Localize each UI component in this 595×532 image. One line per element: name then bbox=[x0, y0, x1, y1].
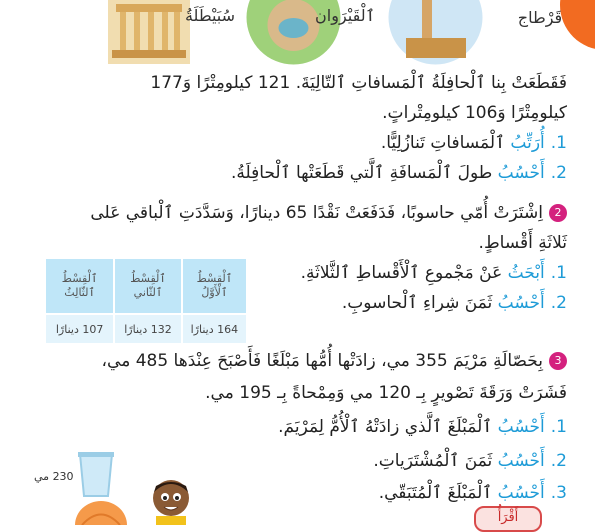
table-cell: 107 دينارًا bbox=[45, 314, 114, 344]
question-verb: أَحْسُبُ bbox=[497, 483, 545, 503]
table-header-row bbox=[45, 258, 247, 314]
problem1-line1: فَقَطَعَتْ بِنا ٱلْحافِلَةُ ٱلْمَسافاتِ ٱلتّالِيَةَ. 121 كيلومِتْرًا وَ177 bbox=[150, 73, 567, 93]
city-label-sbeitla: سُبَيْطَلَةُ bbox=[184, 6, 236, 25]
problem3-badge: 3 bbox=[549, 352, 567, 370]
table-cell: 164 دينارًا bbox=[182, 314, 247, 344]
question-number: 1. bbox=[550, 417, 567, 437]
question-verb: أَحْسُبُ bbox=[497, 451, 545, 471]
price-label: 230 مي bbox=[34, 470, 74, 483]
city-label-kairouan: ٱلْقَيْرَوان bbox=[315, 6, 375, 25]
question-number: 3. bbox=[550, 483, 567, 503]
problem2-badge: 2 bbox=[549, 204, 567, 222]
question-number: 2. bbox=[550, 293, 567, 313]
table-header: ٱلْقِسْطُ ٱلثّاني bbox=[114, 258, 182, 314]
problem1-line2: كيلومِتْرًا وَ106 كيلومِتْراتٍ. bbox=[382, 103, 567, 123]
question-number: 1. bbox=[550, 133, 567, 153]
problem2-text: اِشْتَرَتْ أُمّي حاسوبًا، فَدَفَعَتْ نَقْدًا 65 دينارًا، وَسَدَّدَتِ ٱلْباقي عَلى bbox=[90, 203, 543, 223]
cup-illustration bbox=[76, 450, 116, 498]
question-text: ثَمَنَ شِراءِ ٱلْحاسوبِ. bbox=[341, 293, 498, 313]
problem2-question-2 bbox=[342, 288, 567, 318]
question-text: ثَمَنَ ٱلْمُشْتَرَياتِ. bbox=[373, 451, 498, 471]
problem3-question-3 bbox=[379, 478, 567, 508]
question-verb: أُرَتِّبُ bbox=[510, 133, 545, 153]
problem1-question-2 bbox=[231, 158, 567, 188]
problem3-question-1 bbox=[278, 412, 567, 442]
question-text: ٱلْمَسافاتِ تَنازُلِيًّا. bbox=[380, 133, 511, 153]
question-verb: أَحْسُبُ bbox=[497, 417, 545, 437]
problem2-line1 bbox=[90, 198, 567, 228]
table-header: ٱلْقِسْطُ ٱلْأَوَّلُ bbox=[182, 258, 247, 314]
question-number: 2. bbox=[550, 451, 567, 471]
boy-illustration bbox=[146, 476, 196, 525]
ruins-column-image bbox=[388, 0, 483, 65]
question-text: ٱلْمَبْلَغَ ٱلَّذي زادَتْهُ ٱلْأُمُّ لِمَرْيَمَ. bbox=[278, 417, 498, 437]
problem2-line2: ثَلاثَةِ أَقْساطٍ. bbox=[478, 233, 567, 253]
problem2-question-1 bbox=[301, 258, 567, 288]
city-label-carthage: قَرْطاج bbox=[517, 8, 563, 27]
problem3-line1 bbox=[102, 346, 567, 376]
question-number: 1. bbox=[550, 263, 567, 283]
problem3-text: بِحَصّالَةِ مَرْيَمَ 355 مي، زادَتْها أُمُّها مَبْلَغًا فَأَصْبَحَ عِنْدَها 485 مي، bbox=[101, 351, 543, 371]
table-row bbox=[45, 314, 247, 344]
question-verb: أَبْحَثُ bbox=[507, 263, 545, 283]
table-cell: 132 دينارًا bbox=[114, 314, 182, 344]
table-header: ٱلْقِسْطُ ٱلثّالِثُ bbox=[45, 258, 114, 314]
question-text: طولَ ٱلْمَسافَةِ ٱلَّتي قَطَعَتْها ٱلْحافِلَةُ. bbox=[231, 163, 498, 183]
question-text: ٱلْمَبْلَغَ ٱلْمُتَبَقّي. bbox=[378, 483, 498, 503]
question-verb: أَحْسُبُ bbox=[497, 163, 545, 183]
problem1-question-1 bbox=[381, 128, 567, 158]
problem3-line2: فَشَرَتْ وَرَقَةَ تَصْويرٍ بِـ 120 مي وَمِمْحاةً بِـ 195 مي. bbox=[205, 383, 567, 403]
pastry-illustration bbox=[74, 498, 128, 525]
problem3-question-2 bbox=[373, 446, 567, 476]
read-button[interactable]: أَقْرَأُ bbox=[474, 506, 542, 532]
question-number: 2. bbox=[550, 163, 567, 183]
question-verb: أَحْسُبُ bbox=[497, 293, 545, 313]
installments-table bbox=[44, 257, 248, 345]
question-text: عَنْ مَجْموعِ ٱلْأَقْساطِ ٱلثَّلاثَةِ. bbox=[300, 263, 508, 283]
